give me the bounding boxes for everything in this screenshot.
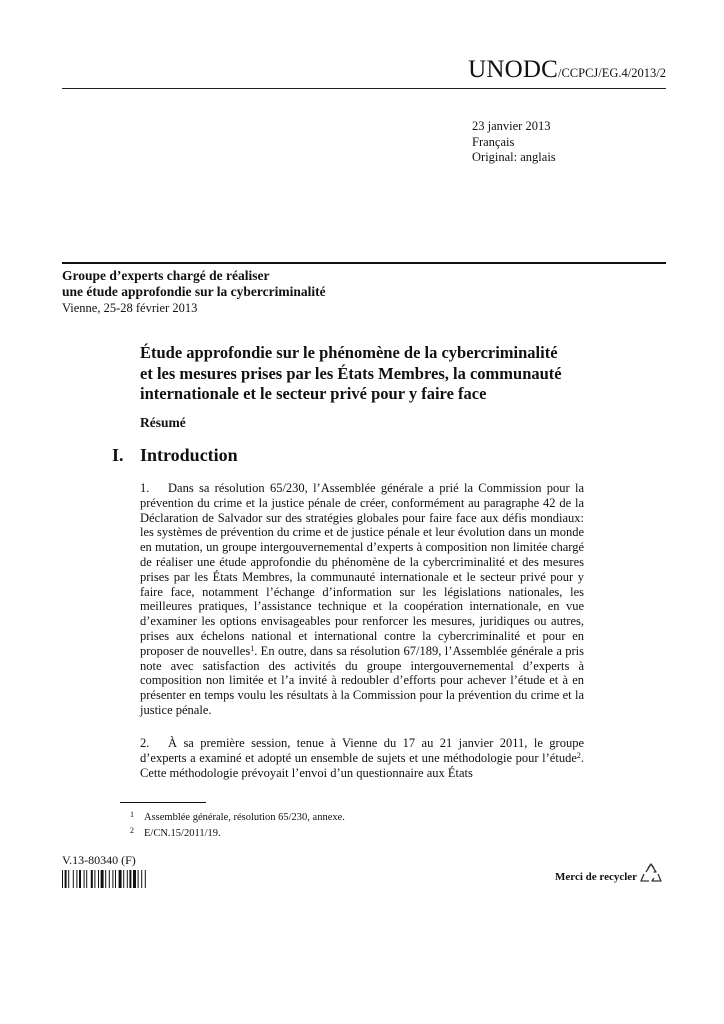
paragraph-text-continued: . Cette méthodologie prévoyait l’envoi d’un questionnaire aux États — [140, 750, 584, 780]
footnote-reference[interactable]: 1 — [250, 643, 255, 653]
paragraph-1 — [140, 481, 584, 718]
document-title — [140, 343, 620, 405]
paragraph-text: À sa première session, tenue à Vienne du 17 au 21 janvier 2011, le groupe d’experts a examiné et adopté un ensemble de sujets et une méthodologie pour l’étude — [140, 736, 584, 765]
summary-label: Résumé — [140, 415, 186, 430]
job-number: V.13-80340 (F) — [62, 853, 136, 867]
section-heading — [112, 445, 238, 466]
section-title: Introduction — [140, 445, 238, 465]
document-language: Français — [472, 134, 515, 149]
footnote-number: 2 — [130, 826, 134, 835]
footnote-item — [130, 824, 345, 840]
section-number: I. — [112, 445, 124, 465]
meeting-name-line1: Groupe d’experts chargé de réaliser — [62, 268, 270, 283]
document-date: 23 janvier 2013 — [472, 119, 551, 133]
barcode-icon — [62, 870, 190, 888]
document-original-language: Original: anglais — [472, 150, 556, 164]
meeting-block — [62, 268, 326, 316]
paragraph-text-continued: . En outre, dans sa résolution 67/189, l’Assemblée générale a pris note avec satisfaction des activités du groupe intergouvernemental d’experts à composition non limitée et l’a invité à redoubler d’efforts pour achever l’étude et à en présenter en temps voulu les résultats à la Commission pour la prévention du crime et la justice pénale. — [140, 643, 584, 717]
paragraph-number: 2. — [140, 736, 150, 750]
footnotes — [130, 808, 345, 840]
footnote-text: E/CN.15/2011/19. — [144, 828, 221, 839]
org-name: UNODC — [468, 56, 558, 83]
meeting-place-date: Vienne, 25-28 février 2013 — [62, 301, 198, 315]
title-line3: internationale et le secteur privé pour y faire face — [140, 384, 487, 403]
recycle-icon — [638, 861, 664, 887]
section-divider — [62, 262, 666, 264]
paragraph-2 — [140, 736, 584, 780]
paragraph-text: Dans sa résolution 65/230, l’Assemblée générale a prié la Commission pour la prévention du crime et la justice pénale de créer, conformément au paragraphe 42 de la Déclaration de Salvador sur des stratégies globales pour faire face aux défis mondiaux: les systèmes de prévention du crime et de justice pénale et leur évolution dans un monde en mutation, un groupe intergouvernemental d’experts à composition non limitée chargé de réaliser une étude approfondie du phénomène de la cybercriminalité et des mesures prises par les États Membres, la communauté internationale et le secteur privé pour y faire face, notamment l’échange d’information sur les législations nationales, les meilleures pratiques, l’assistance technique et la coopération internationale, en vue d’examiner les options envisageables pour renforcer les mesures, juridiques ou autres, prises aux échelons national et international contre la cybercriminalité et pour en proposer de nouvelles — [140, 481, 584, 658]
title-line1: Étude approfondie sur le phénomène de la cybercriminalité — [140, 343, 558, 362]
paragraph-number: 1. — [140, 481, 150, 495]
document-meta — [472, 119, 556, 166]
footnote-reference[interactable]: 2 — [576, 750, 581, 760]
footnote-number: 1 — [130, 810, 134, 819]
footnote-text: Assemblée générale, résolution 65/230, annexe. — [144, 812, 345, 823]
symbol-reference: /CCPCJ/EG.4/2013/2 — [557, 66, 666, 80]
document-symbol — [300, 56, 666, 84]
footnote-item — [130, 808, 345, 824]
meeting-name-line2: une étude approfondie sur la cybercriminalité — [62, 284, 326, 299]
title-line2: et les mesures prises par les États Membres, la communauté — [140, 363, 562, 383]
header-divider — [62, 88, 666, 89]
footnote-divider — [120, 802, 206, 803]
recycle-label: Merci de recycler — [555, 871, 638, 883]
